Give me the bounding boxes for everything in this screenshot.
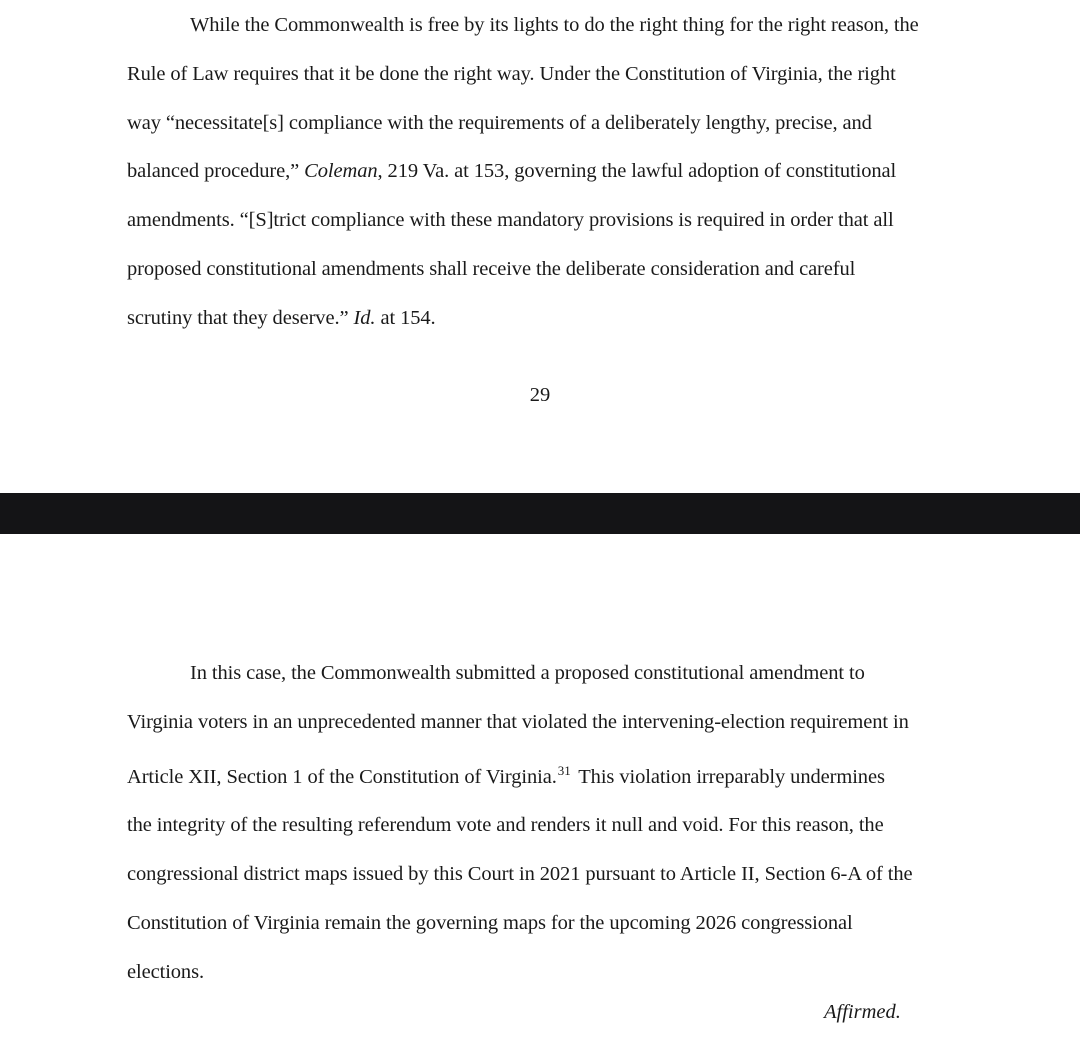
id-citation: Id. [353,306,376,329]
document-page-bottom [0,534,1080,1064]
paragraph-conclusion [127,649,957,997]
paragraph-line: the integrity of the resulting referendum vote and renders it null and void. For this reason, the [127,814,884,837]
text-segment: at 154. [375,306,436,329]
text-segment: Article XII, Section 1 of the Constitution of Virginia. [127,765,557,788]
paragraph-line [127,747,957,802]
paragraph-line: Rule of Law requires that it be done the right way. Under the Constitution of Virginia, the right [127,62,896,85]
paragraph-line: amendments. “[S]trict compliance with these mandatory provisions is required in order that all [127,209,894,232]
text-segment: balanced procedure,” [127,160,305,183]
text-segment: This violation irreparably undermines [573,765,885,788]
paragraph-rule-of-law [127,1,957,343]
paragraph-line: Constitution of Virginia remain the governing maps for the upcoming 2026 congressional [127,911,853,934]
disposition-affirmed: Affirmed. [824,1001,901,1023]
paragraph-line: Virginia voters in an unprecedented manner that violated the intervening-election requirement in [127,710,909,733]
paragraph-line: congressional district maps issued by this Court in 2021 pursuant to Article II, Section 6-A of the [127,863,913,886]
text-segment: , 219 Va. at 153, governing the lawful adoption of constitutional [377,160,897,183]
paragraph-line: In this case, the Commonwealth submitted a proposed constitutional amendment to [190,662,865,684]
paragraph-line: way “necessitate[s] compliance with the requirements of a deliberately lengthy, precise, and [127,111,872,134]
paragraph-line: elections. [127,960,204,983]
paragraph-line [127,294,957,343]
page-number: 29 [529,384,551,406]
paragraph-line: proposed constitutional amendments shall receive the deliberate consideration and careful [127,257,856,280]
document-page-top [0,0,1080,493]
page-divider [0,493,1080,534]
paragraph-line [127,147,957,196]
paragraph-line: While the Commonwealth is free by its lights to do the right thing for the right reason, the [190,14,919,36]
text-segment: scrutiny that they deserve.” [127,306,354,329]
case-citation: Coleman [304,160,378,183]
footnote-reference[interactable]: 31 [557,762,571,778]
